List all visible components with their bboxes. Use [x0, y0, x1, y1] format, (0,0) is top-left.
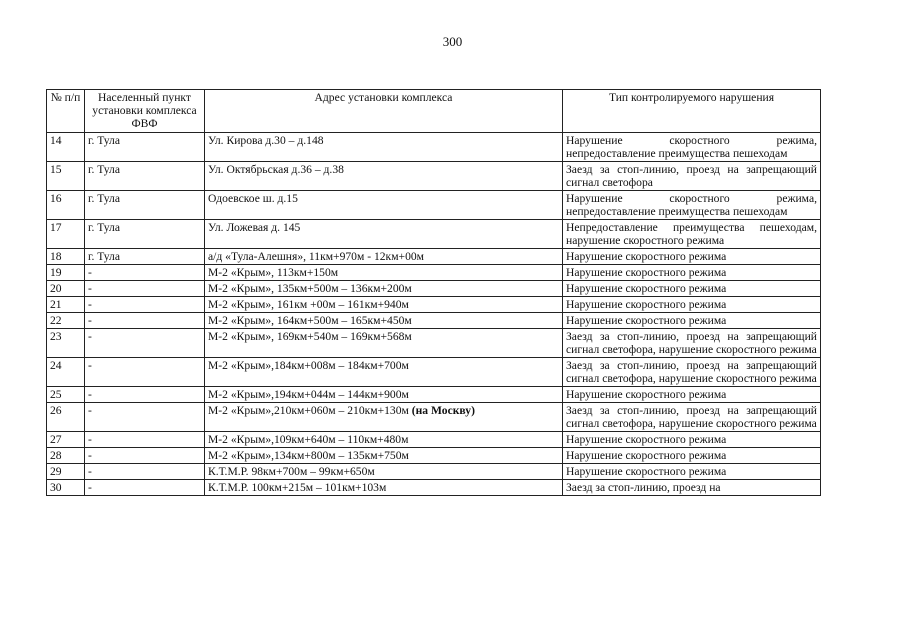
- row-address: [205, 220, 563, 249]
- table-row: [47, 249, 821, 265]
- address-text: Одоевское ш. д.15: [208, 192, 298, 205]
- row-locality: г. Тула: [85, 249, 205, 265]
- row-locality: -: [85, 448, 205, 464]
- address-text: М-2 «Крым», 135км+500м – 136км+200м: [208, 282, 412, 295]
- row-address: [205, 448, 563, 464]
- row-violation: Нарушение скоростного режима: [563, 281, 821, 297]
- row-violation: Нарушение скоростного режима, непредоставление преимущества пешеходам: [563, 133, 821, 162]
- row-num: 26: [47, 403, 85, 432]
- row-num: 25: [47, 387, 85, 403]
- row-violation: Заезд за стоп-линию, проезд на: [563, 480, 821, 496]
- row-num: 28: [47, 448, 85, 464]
- row-violation: Нарушение скоростного режима: [563, 432, 821, 448]
- table-header-row: [47, 90, 821, 133]
- row-locality: -: [85, 265, 205, 281]
- row-address: [205, 133, 563, 162]
- table-row: [47, 297, 821, 313]
- row-num: 29: [47, 464, 85, 480]
- table-row: [47, 133, 821, 162]
- row-num: 19: [47, 265, 85, 281]
- row-violation: Заезд за стоп-линию, проезд на запрещающий сигнал светофора, нарушение скоростного режима: [563, 329, 821, 358]
- table-row: [47, 162, 821, 191]
- row-num: 18: [47, 249, 85, 265]
- row-num: 14: [47, 133, 85, 162]
- table-row: [47, 432, 821, 448]
- table-row: [47, 329, 821, 358]
- address-text: К.Т.М.Р. 100км+215м – 101км+103м: [208, 481, 387, 494]
- row-locality: г. Тула: [85, 133, 205, 162]
- row-address: [205, 329, 563, 358]
- row-locality: г. Тула: [85, 220, 205, 249]
- table-row: [47, 191, 821, 220]
- row-num: 22: [47, 313, 85, 329]
- header-locality: Населенный пункт установки комплекса ФВФ: [85, 90, 205, 133]
- row-violation: Нарушение скоростного режима: [563, 249, 821, 265]
- row-violation: Заезд за стоп-линию, проезд на запрещающий сигнал светофора: [563, 162, 821, 191]
- row-violation: Нарушение скоростного режима: [563, 464, 821, 480]
- row-violation: Непредоставление преимущества пешеходам, нарушение скоростного режима: [563, 220, 821, 249]
- page-number: 300: [442, 34, 463, 49]
- table-row: [47, 387, 821, 403]
- row-address: [205, 464, 563, 480]
- header-num: № п/п: [47, 90, 85, 133]
- row-address: [205, 432, 563, 448]
- table-body: [47, 133, 821, 496]
- address-direction: (на Москву): [411, 404, 475, 417]
- header-address: Адрес установки комплекса: [205, 90, 563, 133]
- row-locality: -: [85, 329, 205, 358]
- row-num: 23: [47, 329, 85, 358]
- row-num: 16: [47, 191, 85, 220]
- table-row: [47, 313, 821, 329]
- row-locality: -: [85, 297, 205, 313]
- address-text: М-2 «Крым», 113км+150м: [208, 266, 339, 279]
- address-text: М-2 «Крым», 164км+500м – 165км+450м: [208, 314, 412, 327]
- table-row: [47, 265, 821, 281]
- row-violation: Нарушение скоростного режима: [563, 448, 821, 464]
- address-text: Ул. Октябрьская д.36 – д.38: [208, 163, 344, 176]
- address-text: К.Т.М.Р. 98км+700м – 99км+650м: [208, 465, 375, 478]
- row-address: [205, 403, 563, 432]
- row-locality: -: [85, 358, 205, 387]
- row-address: [205, 297, 563, 313]
- address-text: М-2 «Крым»,194км+044м – 144км+900м: [208, 388, 409, 401]
- row-address: [205, 358, 563, 387]
- row-address: [205, 265, 563, 281]
- row-locality: г. Тула: [85, 191, 205, 220]
- row-address: [205, 249, 563, 265]
- row-locality: г. Тула: [85, 162, 205, 191]
- row-violation: Нарушение скоростного режима: [563, 297, 821, 313]
- address-text: М-2 «Крым»,109км+640м – 110км+480м: [208, 433, 409, 446]
- row-locality: -: [85, 464, 205, 480]
- row-violation: Нарушение скоростного режима: [563, 265, 821, 281]
- header-violation: Тип контролируемого нарушения: [563, 90, 821, 133]
- row-num: 17: [47, 220, 85, 249]
- row-violation: Нарушение скоростного режима: [563, 313, 821, 329]
- row-address: [205, 480, 563, 496]
- row-address: [205, 387, 563, 403]
- row-locality: -: [85, 313, 205, 329]
- row-address: [205, 191, 563, 220]
- table-row: [47, 403, 821, 432]
- address-text: М-2 «Крым»,184км+008м – 184км+700м: [208, 359, 409, 372]
- row-num: 24: [47, 358, 85, 387]
- row-violation: Нарушение скоростного режима, непредоставление преимущества пешеходам: [563, 191, 821, 220]
- table-row: [47, 281, 821, 297]
- address-text: М-2 «Крым»,134км+800м – 135км+750м: [208, 449, 409, 462]
- row-violation: Заезд за стоп-линию, проезд на запрещающий сигнал светофора, нарушение скоростного режима: [563, 358, 821, 387]
- row-locality: -: [85, 480, 205, 496]
- row-locality: -: [85, 281, 205, 297]
- row-address: [205, 162, 563, 191]
- table-row: [47, 480, 821, 496]
- row-address: [205, 281, 563, 297]
- table-row: [47, 220, 821, 249]
- row-num: 20: [47, 281, 85, 297]
- table-row: [47, 358, 821, 387]
- address-text: а/д «Тула-Алешня», 11км+970м - 12км+00м: [208, 250, 424, 263]
- row-num: 21: [47, 297, 85, 313]
- row-violation: Заезд за стоп-линию, проезд на запрещающий сигнал светофора, нарушение скоростного режима: [563, 403, 821, 432]
- row-address: [205, 313, 563, 329]
- address-text: М-2 «Крым», 161км +00м – 161км+940м: [208, 298, 409, 311]
- address-text: М-2 «Крым»,210км+060м – 210км+130м: [208, 404, 409, 417]
- row-locality: -: [85, 403, 205, 432]
- row-num: 30: [47, 480, 85, 496]
- table-row: [47, 448, 821, 464]
- row-locality: -: [85, 432, 205, 448]
- address-text: М-2 «Крым», 169км+540м – 169км+568м: [208, 330, 412, 343]
- address-text: Ул. Ложевая д. 145: [208, 221, 301, 234]
- row-num: 27: [47, 432, 85, 448]
- row-num: 15: [47, 162, 85, 191]
- row-locality: -: [85, 387, 205, 403]
- table-row: [47, 464, 821, 480]
- complex-table: [46, 89, 821, 496]
- row-violation: Нарушение скоростного режима: [563, 387, 821, 403]
- address-text: Ул. Кирова д.30 – д.148: [208, 134, 324, 147]
